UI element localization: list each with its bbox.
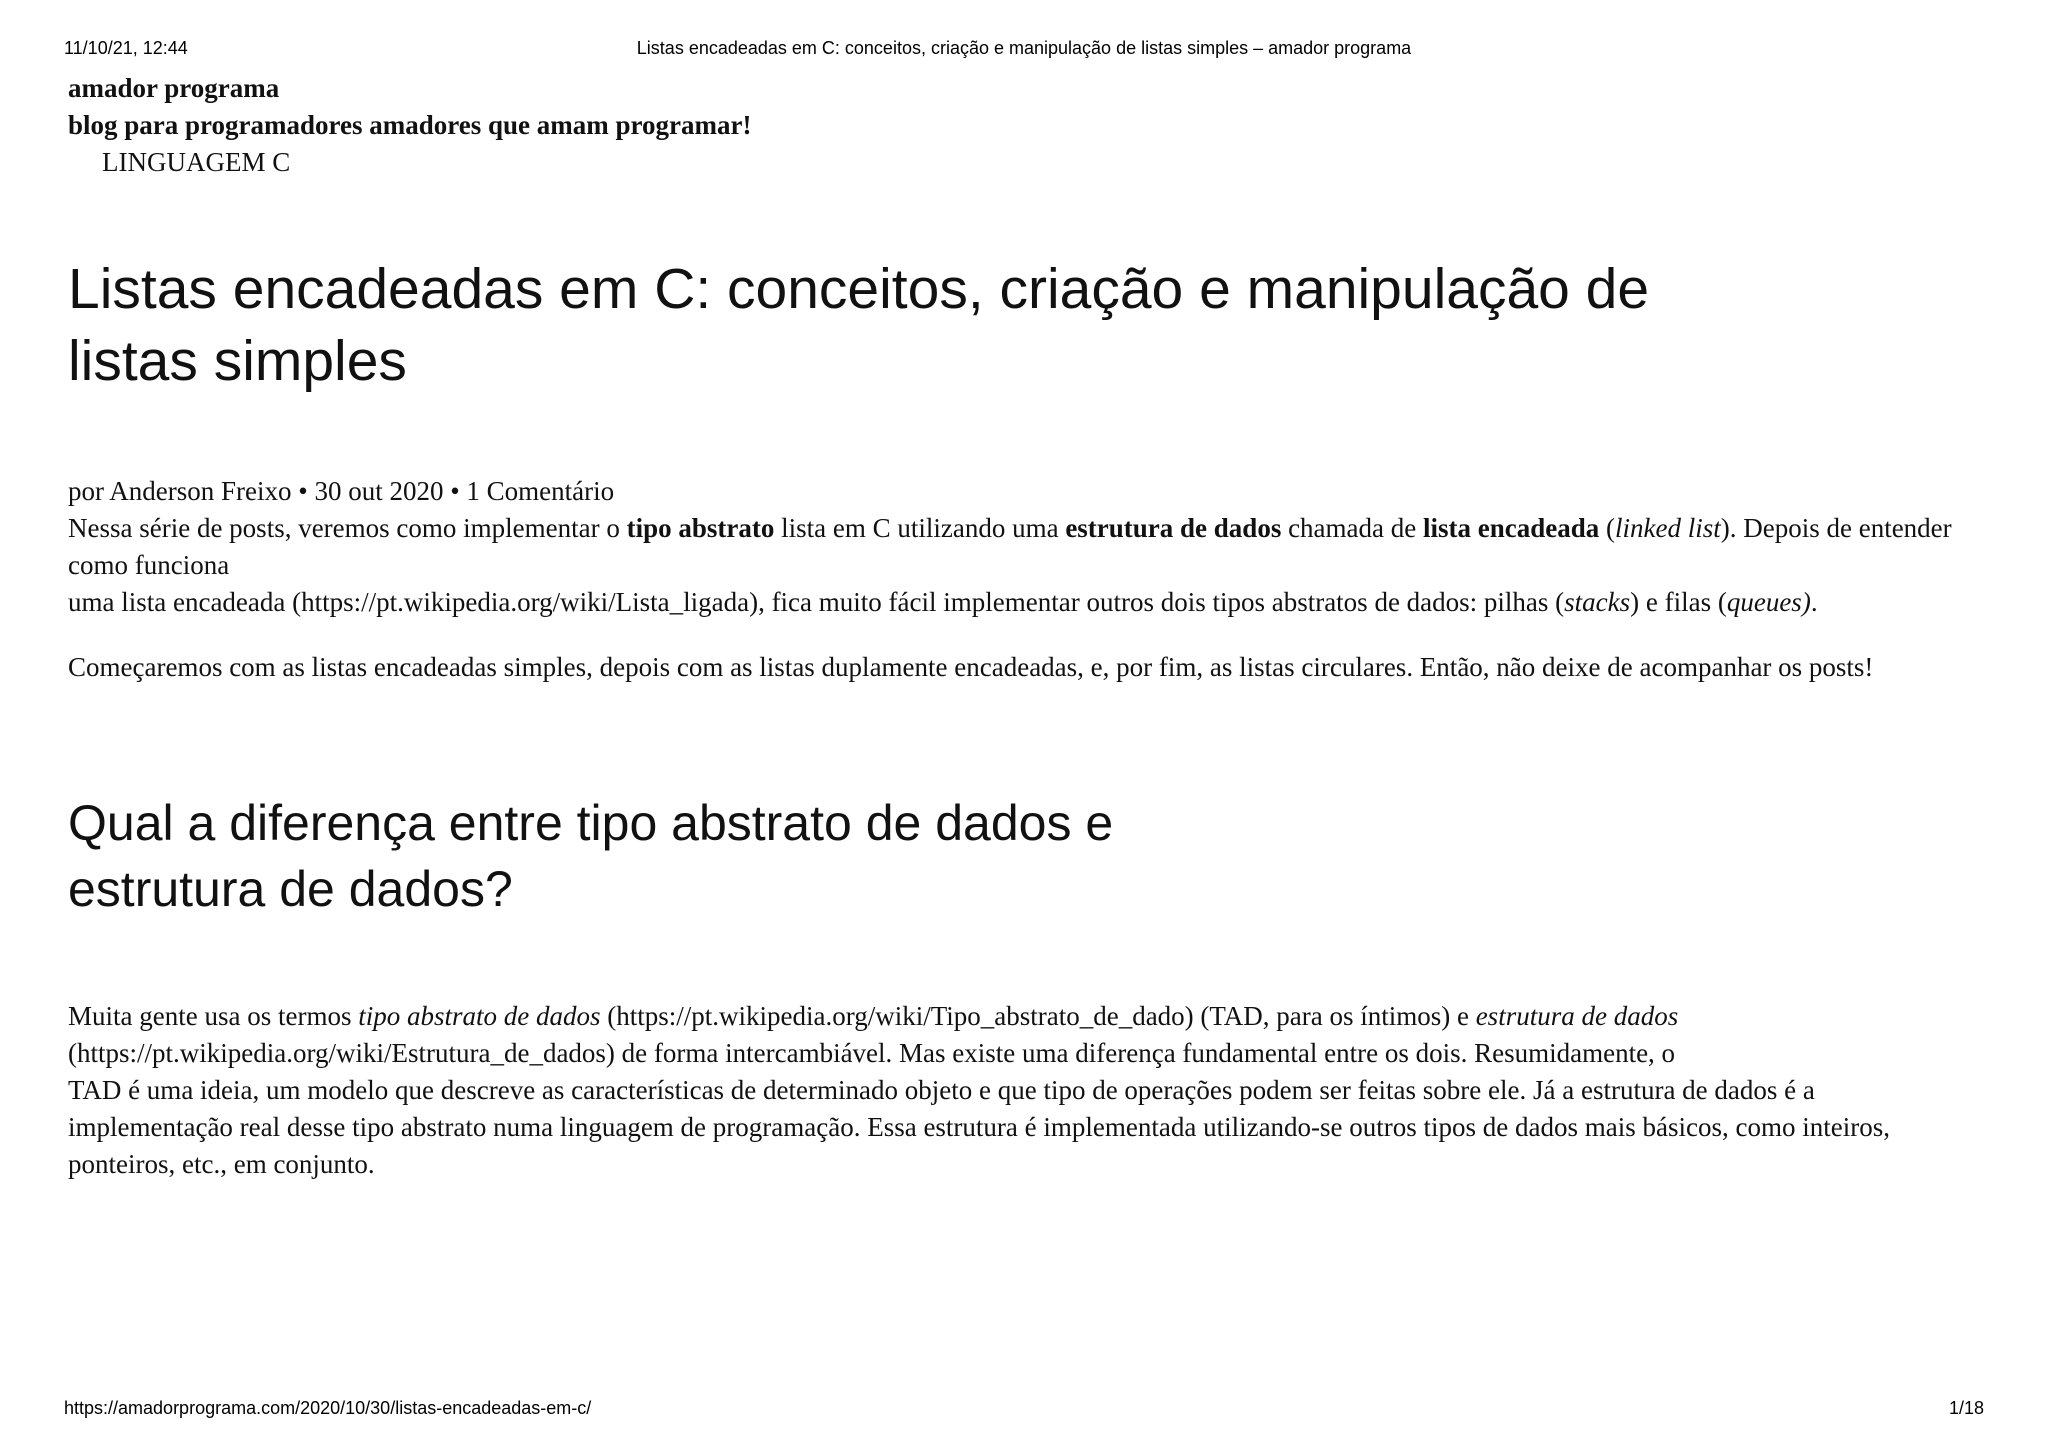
meta-separator: •	[443, 476, 467, 506]
article-content	[68, 70, 1988, 1183]
post-title: Listas encadeadas em C: conceitos, criação e manipulação de listas simples	[68, 257, 1650, 393]
print-page-number: 1/18	[1948, 1398, 1984, 1418]
post-date-link[interactable]: 30 out 2020	[314, 476, 444, 506]
meta-prefix: por	[68, 476, 110, 506]
print-footer	[64, 1398, 1984, 1422]
estrutura-link[interactable]: estrutura de dados	[1475, 1001, 1679, 1031]
comments-link[interactable]: 1 Comentário	[466, 476, 615, 506]
series-paragraph: Começaremos com as listas encadeadas simples, depois com as listas duplamente encadeadas, e, por fim, as listas circulares. Então, não deixe de acompanhar os posts!	[68, 652, 1874, 682]
meta-separator: •	[291, 476, 315, 506]
print-datetime: 11/10/21, 12:44	[64, 38, 188, 58]
site-title[interactable]: amador programa	[68, 73, 280, 103]
site-description: blog para programadores amadores que amam programar!	[68, 110, 752, 140]
wikipedia-link-lista-ligada[interactable]: uma lista encadeada (https://pt.wikipedia.org/wiki/Lista_ligada), fica muito fácil implementar outros dois tipos abstratos de dados: pilhas (	[68, 587, 1565, 617]
tad-paragraph: Muita gente usa os termos tipo abstrato de dados (https://pt.wikipedia.org/wiki/Tipo_abstrato_de_dado) (TAD, para os íntimos) e estrutura de dados (https://pt.wikipedia.org/wiki/Estrutura_de_dados) de forma intercambiável. Mas existe uma diferença fundamental entre os dois. Resumidamente, o TAD é uma ideia, um modelo que descreve as características de determinado objeto e que tipo de operações podem ser feitas sobre ele. Já a estrutura de dados é a implementação real desse tipo abstrato numa linguagem de programação. Essa estrutura é implementada utilizando-se outros tipos de dados mais básicos, como inteiros, ponteiros, etc., em conjunto.	[68, 1001, 1890, 1179]
print-header	[64, 38, 1984, 62]
print-page-title: Listas encadeadas em C: conceitos, criação e manipulação de listas simples – amador programa	[636, 38, 1412, 58]
category-link[interactable]: LINGUAGEM C	[102, 147, 291, 177]
post-meta	[68, 473, 1988, 510]
print-url: https://amadorprograma.com/2020/10/30/listas-encadeadas-em-c/	[64, 1398, 592, 1418]
section-heading: Qual a diferença entre tipo abstrato de dados e estrutura de dados?	[68, 795, 1114, 917]
author-link[interactable]: Anderson Freixo	[109, 476, 292, 506]
intro-paragraph: Nessa série de posts, veremos como implementar o tipo abstrato lista em C utilizando uma estrutura de dados chamada de lista encadeada (linked list). Depois de entender como funciona uma lista encadeada (https://pt.wikipedia.org/wiki/Lista_ligada), fica muito fácil implementar outros dois tipos abstratos de dados: pilhas (stacks) e filas (queues).	[68, 513, 1952, 617]
tad-link[interactable]: tipo abstrato de dados	[358, 1001, 601, 1031]
